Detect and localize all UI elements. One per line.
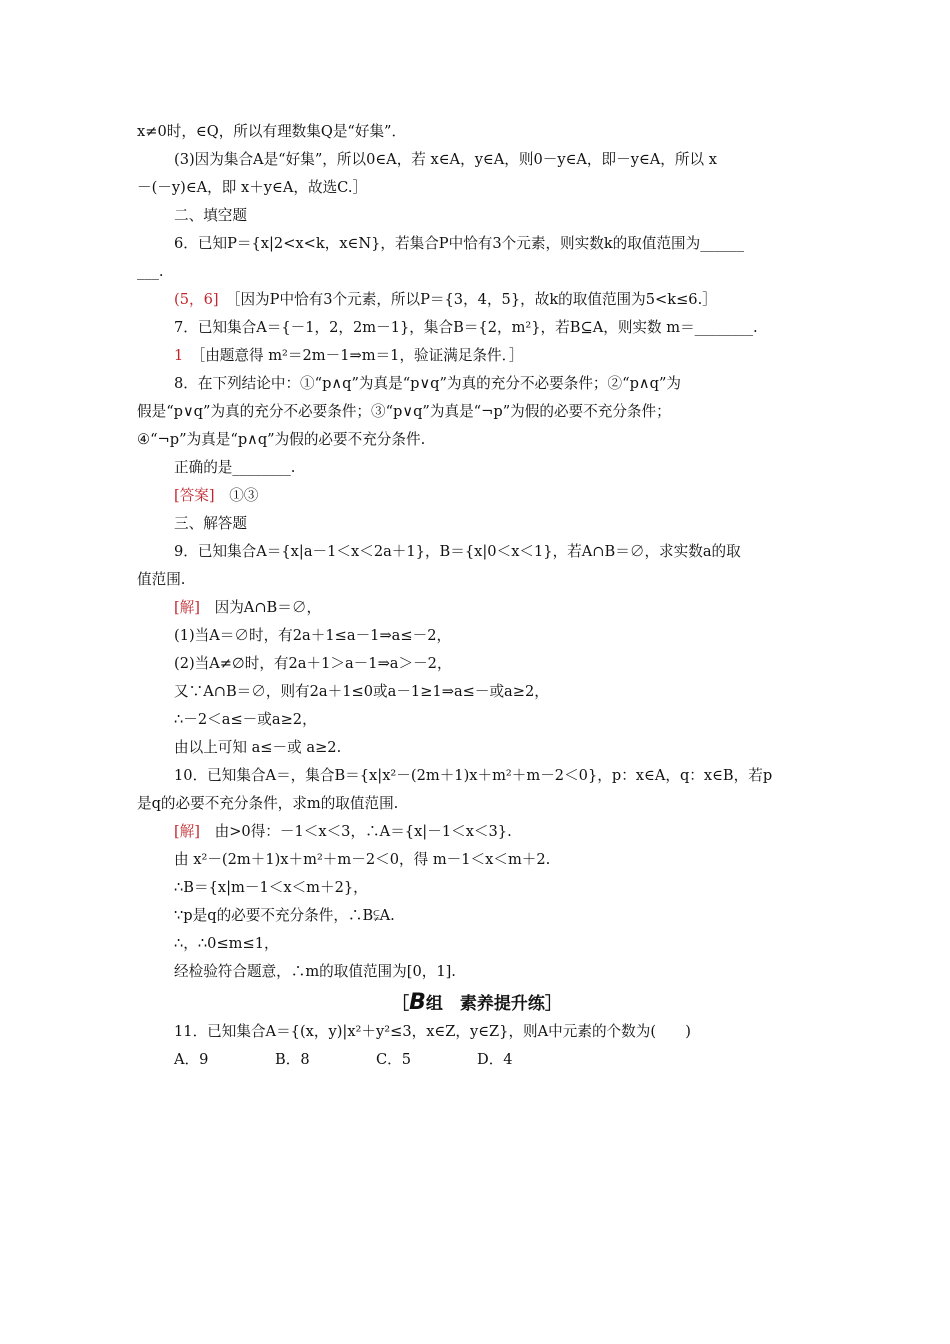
- choice-b: B．8: [275, 1051, 310, 1068]
- section-banner: [137, 988, 817, 1018]
- solution-9-line: [137, 594, 817, 622]
- solve-tag: [解]: [174, 599, 200, 616]
- choice-d: D．4: [477, 1051, 513, 1068]
- bracket-close: ］: [544, 994, 562, 1014]
- text-line: 经检验符合题意，∴m的取值范围为[0，1].: [174, 963, 456, 980]
- choice-a: A．9: [174, 1051, 209, 1068]
- solution-text: 因为A∩B＝∅，: [214, 599, 322, 616]
- answer-8-line: [137, 482, 817, 510]
- text-line: (2)当A≠∅时，有2a＋1＞a－1⇒a＞－2，: [174, 655, 452, 672]
- answer-choices: [137, 1046, 817, 1074]
- answer-7-explanation: ［由题意得 m²＝2m－1⇒m＝1，验证满足条件．］: [197, 347, 524, 364]
- question-9: 9．已知集合A＝{x|a－1＜x＜2a＋1}，B＝{x|0＜x＜1}，若A∩B＝∅，求实数a的取: [174, 543, 741, 560]
- bracket-open: ［: [392, 994, 410, 1014]
- text-line: x≠0时，∈Q，所以有理数集Q是“好集”．: [137, 123, 407, 140]
- question-7: 7．已知集合A＝{－1，2，2m－1}，集合B＝{2，m²}，若B⊆A，则实数 m＝________.: [174, 319, 758, 336]
- text-line: 是q的必要不充分条件，求m的取值范围.: [137, 795, 399, 812]
- text-line: －(－y)∈A，即 x＋y∈A，故选C.］: [137, 179, 368, 196]
- banner-title: 组 素养提升练: [425, 994, 545, 1014]
- solution-text: 由>0得：－1＜x＜3，∴A＝{x|－1＜x＜3}.: [214, 823, 512, 840]
- text-line: ∴－2＜a≤－或a≥2，: [174, 711, 317, 728]
- text-line: 由 x²－(2m＋1)x＋m²＋m－2＜0，得 m－1＜x＜m＋2.: [174, 851, 551, 868]
- answer-7: 1: [174, 347, 184, 364]
- answer-tag: [答案]: [174, 487, 215, 504]
- text-line: ∴B＝{x|m－1＜x＜m＋2}，: [174, 879, 368, 896]
- section-heading: 二、填空题: [174, 207, 247, 224]
- text-line: 由以上可知 a≤－或 a≥2.: [174, 739, 342, 756]
- question-11: 11．已知集合A＝{(x，y)|x²＋y²≤3，x∈Z，y∈Z}，则A中元素的个数为( ): [174, 1023, 691, 1040]
- question-6: 6．已知P＝{x|2<x<k，x∈N}，若集合P中恰有3个元素，则实数k的取值范围为______: [174, 235, 745, 252]
- text-line: ∴，∴0≤m≤1，: [174, 935, 279, 952]
- text-line: 正确的是________.: [174, 459, 296, 476]
- text-line: 假是“p∨q”为真的充分不必要条件；③“p∨q”为真是“¬p”为假的必要不充分条件；: [137, 403, 671, 420]
- text-line: 又∵A∩B＝∅，则有2a＋1≤0或a－1≥1⇒a≤－或a≥2，: [174, 683, 549, 700]
- document-page: [137, 118, 817, 1074]
- text-line: ∵p是q的必要不充分条件，∴B⫋A.: [174, 907, 395, 924]
- section-heading: 三、解答题: [174, 515, 247, 532]
- text-line: (3)因为集合A是“好集”，所以0∈A，若 x∈A，y∈A，则0－y∈A，即－y∈A，所以 x: [174, 151, 717, 168]
- solve-tag: [解]: [174, 823, 200, 840]
- text-line: ___.: [137, 263, 164, 280]
- answer-6: (5，6]: [174, 291, 219, 308]
- group-letter: B: [409, 990, 426, 1015]
- answer-8: ①③: [229, 487, 259, 504]
- text-line: (1)当A＝∅时，有2a＋1≤a－1⇒a≤－2，: [174, 627, 452, 644]
- solution-10-line: [137, 818, 817, 846]
- choice-c: C．5: [376, 1051, 412, 1068]
- question-10: 10．已知集合A＝，集合B＝{x|x²－(2m＋1)x＋m²＋m－2＜0}，p：x∈A，q：x∈B，若p: [174, 767, 773, 784]
- answer-6-explanation: ［因为P中恰有3个元素，所以P＝{3，4，5}，故k的取值范围为5<k≤6.］: [233, 291, 717, 308]
- text-line: ④“¬p”为真是“p∧q”为假的必要不充分条件.: [137, 431, 426, 448]
- text-line: 值范围.: [137, 571, 186, 588]
- question-8: 8．在下列结论中：①“p∧q”为真是“p∨q”为真的充分不必要条件；②“p∧q”为: [174, 375, 681, 392]
- answer-7-line: [137, 342, 817, 370]
- answer-6-line: [137, 286, 817, 314]
